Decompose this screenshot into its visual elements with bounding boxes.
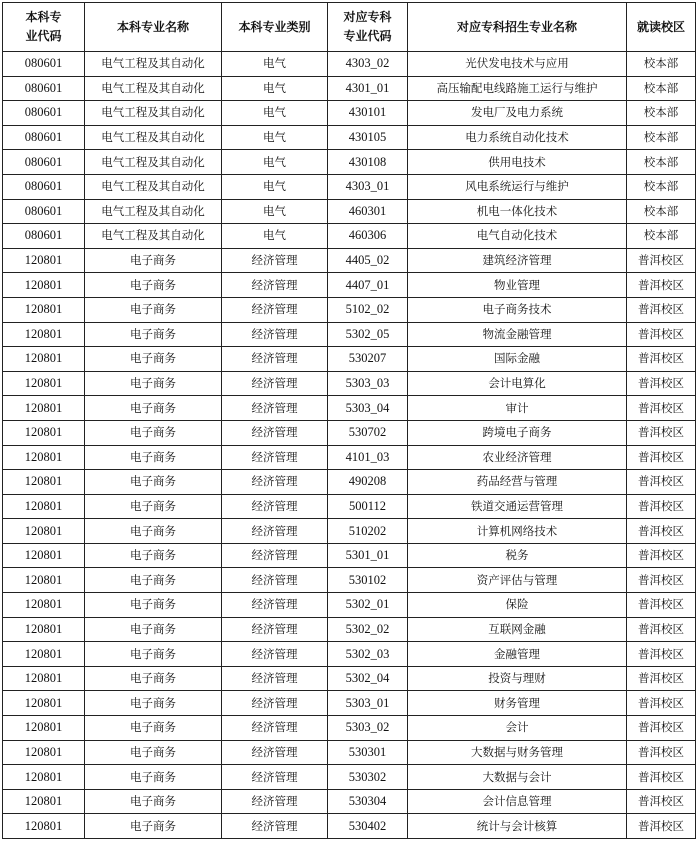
cell-undergrad-name: 电气工程及其自动化 (85, 199, 222, 224)
cell-campus: 普洱校区 (627, 593, 696, 618)
cell-undergrad-name: 电子商务 (85, 716, 222, 741)
cell-undergrad-name: 电子商务 (85, 691, 222, 716)
cell-college-name: 大数据与会计 (408, 765, 627, 790)
cell-undergrad-name: 电子商务 (85, 765, 222, 790)
cell-college-name: 发电厂及电力系统 (408, 101, 627, 126)
cell-college-name: 机电一体化技术 (408, 199, 627, 224)
table-row (3, 642, 696, 667)
cell-campus: 普洱校区 (627, 568, 696, 593)
cell-undergrad-name: 电气工程及其自动化 (85, 125, 222, 150)
cell-college-name: 高压输配电线路施工运行与维护 (408, 76, 627, 101)
cell-undergrad-code: 080601 (3, 174, 85, 199)
table-row (3, 494, 696, 519)
cell-college-code: 5303_02 (328, 716, 408, 741)
cell-college-name: 风电系统运行与维护 (408, 174, 627, 199)
cell-undergrad-category: 电气 (222, 150, 328, 175)
header-college-name: 对应专科招生专业名称 (408, 3, 627, 52)
cell-college-name: 供用电技术 (408, 150, 627, 175)
cell-campus: 普洱校区 (627, 765, 696, 790)
cell-undergrad-code: 120801 (3, 691, 85, 716)
table-row (3, 125, 696, 150)
cell-undergrad-category: 经济管理 (222, 814, 328, 839)
table-row (3, 470, 696, 495)
cell-undergrad-category: 经济管理 (222, 519, 328, 544)
cell-college-code: 5302_04 (328, 666, 408, 691)
cell-campus: 普洱校区 (627, 420, 696, 445)
cell-undergrad-code: 080601 (3, 125, 85, 150)
table-row (3, 297, 696, 322)
cell-undergrad-code: 120801 (3, 470, 85, 495)
cell-undergrad-code: 120801 (3, 273, 85, 298)
cell-college-name: 电力系统自动化技术 (408, 125, 627, 150)
cell-undergrad-category: 经济管理 (222, 593, 328, 618)
cell-college-name: 金融管理 (408, 642, 627, 667)
table-body (3, 52, 696, 839)
cell-college-name: 铁道交通运营管理 (408, 494, 627, 519)
table-row (3, 76, 696, 101)
cell-college-name: 大数据与财务管理 (408, 740, 627, 765)
table-row (3, 789, 696, 814)
cell-college-code: 4303_02 (328, 52, 408, 77)
cell-undergrad-category: 经济管理 (222, 666, 328, 691)
cell-campus: 普洱校区 (627, 371, 696, 396)
cell-undergrad-category: 经济管理 (222, 297, 328, 322)
cell-undergrad-category: 电气 (222, 224, 328, 249)
cell-college-name: 会计电算化 (408, 371, 627, 396)
cell-undergrad-code: 080601 (3, 52, 85, 77)
cell-college-name: 税务 (408, 543, 627, 568)
cell-college-code: 4407_01 (328, 273, 408, 298)
cell-campus: 校本部 (627, 174, 696, 199)
cell-undergrad-name: 电子商务 (85, 789, 222, 814)
table-row (3, 691, 696, 716)
cell-campus: 普洱校区 (627, 396, 696, 421)
cell-undergrad-code: 120801 (3, 716, 85, 741)
cell-undergrad-code: 120801 (3, 420, 85, 445)
cell-undergrad-name: 电子商务 (85, 322, 222, 347)
cell-college-name: 建筑经济管理 (408, 248, 627, 273)
cell-campus: 普洱校区 (627, 789, 696, 814)
cell-undergrad-name: 电子商务 (85, 396, 222, 421)
cell-undergrad-category: 电气 (222, 76, 328, 101)
cell-undergrad-code: 120801 (3, 494, 85, 519)
cell-undergrad-code: 120801 (3, 617, 85, 642)
cell-campus: 普洱校区 (627, 543, 696, 568)
cell-undergrad-name: 电气工程及其自动化 (85, 224, 222, 249)
table-row (3, 593, 696, 618)
header-college-code: 对应专科专业代码 (328, 3, 408, 52)
cell-college-code: 4101_03 (328, 445, 408, 470)
table-row (3, 174, 696, 199)
cell-undergrad-category: 经济管理 (222, 322, 328, 347)
header-undergrad-code: 本科专业代码 (3, 3, 85, 52)
cell-campus: 校本部 (627, 76, 696, 101)
cell-undergrad-name: 电子商务 (85, 543, 222, 568)
cell-college-code: 430101 (328, 101, 408, 126)
table-row (3, 420, 696, 445)
table-row (3, 199, 696, 224)
cell-undergrad-category: 电气 (222, 101, 328, 126)
cell-campus: 校本部 (627, 199, 696, 224)
cell-college-name: 跨境电子商务 (408, 420, 627, 445)
header-row (3, 3, 696, 52)
cell-campus: 普洱校区 (627, 814, 696, 839)
table-row (3, 52, 696, 77)
cell-college-code: 5303_03 (328, 371, 408, 396)
cell-college-name: 农业经济管理 (408, 445, 627, 470)
table-row (3, 716, 696, 741)
cell-college-code: 4301_01 (328, 76, 408, 101)
cell-campus: 普洱校区 (627, 519, 696, 544)
cell-campus: 普洱校区 (627, 248, 696, 273)
cell-college-name: 物流金融管理 (408, 322, 627, 347)
cell-college-code: 5102_02 (328, 297, 408, 322)
table-row (3, 519, 696, 544)
cell-college-code: 530402 (328, 814, 408, 839)
cell-college-name: 国际金融 (408, 347, 627, 372)
cell-undergrad-category: 经济管理 (222, 347, 328, 372)
cell-undergrad-code: 120801 (3, 789, 85, 814)
cell-undergrad-category: 经济管理 (222, 642, 328, 667)
table-row (3, 617, 696, 642)
table-row (3, 740, 696, 765)
cell-college-code: 430105 (328, 125, 408, 150)
table-row (3, 101, 696, 126)
cell-undergrad-name: 电气工程及其自动化 (85, 76, 222, 101)
cell-undergrad-category: 经济管理 (222, 371, 328, 396)
cell-college-code: 5303_01 (328, 691, 408, 716)
cell-undergrad-name: 电子商务 (85, 445, 222, 470)
cell-college-name: 药品经营与管理 (408, 470, 627, 495)
cell-college-name: 光伏发电技术与应用 (408, 52, 627, 77)
table-row (3, 445, 696, 470)
cell-campus: 普洱校区 (627, 666, 696, 691)
cell-college-code: 5301_01 (328, 543, 408, 568)
table-row (3, 248, 696, 273)
cell-undergrad-code: 120801 (3, 347, 85, 372)
cell-undergrad-code: 120801 (3, 568, 85, 593)
cell-undergrad-name: 电气工程及其自动化 (85, 150, 222, 175)
table-row (3, 371, 696, 396)
cell-campus: 校本部 (627, 150, 696, 175)
cell-college-code: 5303_04 (328, 396, 408, 421)
cell-undergrad-name: 电子商务 (85, 371, 222, 396)
cell-campus: 普洱校区 (627, 617, 696, 642)
table-row (3, 273, 696, 298)
cell-college-code: 5302_02 (328, 617, 408, 642)
cell-undergrad-category: 经济管理 (222, 765, 328, 790)
cell-undergrad-category: 经济管理 (222, 543, 328, 568)
cell-undergrad-category: 电气 (222, 174, 328, 199)
cell-undergrad-name: 电子商务 (85, 568, 222, 593)
header-undergrad-category: 本科专业类别 (222, 3, 328, 52)
cell-undergrad-name: 电子商务 (85, 420, 222, 445)
cell-campus: 校本部 (627, 125, 696, 150)
cell-college-code: 460301 (328, 199, 408, 224)
cell-college-name: 电子商务技术 (408, 297, 627, 322)
cell-campus: 普洱校区 (627, 691, 696, 716)
cell-undergrad-name: 电子商务 (85, 519, 222, 544)
cell-college-name: 电气自动化技术 (408, 224, 627, 249)
cell-undergrad-code: 120801 (3, 593, 85, 618)
cell-undergrad-code: 080601 (3, 224, 85, 249)
cell-undergrad-code: 120801 (3, 322, 85, 347)
cell-undergrad-code: 080601 (3, 76, 85, 101)
cell-undergrad-name: 电气工程及其自动化 (85, 101, 222, 126)
table-row (3, 347, 696, 372)
table-row (3, 666, 696, 691)
cell-undergrad-code: 120801 (3, 248, 85, 273)
cell-campus: 普洱校区 (627, 273, 696, 298)
cell-undergrad-code: 080601 (3, 150, 85, 175)
cell-college-name: 互联网金融 (408, 617, 627, 642)
cell-undergrad-code: 120801 (3, 765, 85, 790)
cell-college-code: 510202 (328, 519, 408, 544)
cell-campus: 普洱校区 (627, 470, 696, 495)
cell-undergrad-name: 电子商务 (85, 666, 222, 691)
cell-college-name: 财务管理 (408, 691, 627, 716)
cell-campus: 普洱校区 (627, 740, 696, 765)
table-row (3, 224, 696, 249)
cell-undergrad-category: 经济管理 (222, 445, 328, 470)
cell-college-code: 430108 (328, 150, 408, 175)
cell-campus: 校本部 (627, 52, 696, 77)
cell-undergrad-category: 经济管理 (222, 789, 328, 814)
cell-college-code: 4303_01 (328, 174, 408, 199)
cell-undergrad-code: 120801 (3, 666, 85, 691)
cell-college-name: 资产评估与管理 (408, 568, 627, 593)
cell-undergrad-code: 120801 (3, 642, 85, 667)
cell-campus: 普洱校区 (627, 445, 696, 470)
cell-undergrad-category: 经济管理 (222, 716, 328, 741)
cell-college-name: 会计 (408, 716, 627, 741)
cell-college-name: 投资与理财 (408, 666, 627, 691)
cell-undergrad-code: 080601 (3, 101, 85, 126)
table-header (3, 3, 696, 52)
cell-undergrad-name: 电子商务 (85, 642, 222, 667)
cell-undergrad-code: 120801 (3, 297, 85, 322)
cell-college-code: 490208 (328, 470, 408, 495)
table-row (3, 543, 696, 568)
cell-undergrad-code: 120801 (3, 371, 85, 396)
cell-campus: 普洱校区 (627, 297, 696, 322)
cell-undergrad-category: 经济管理 (222, 420, 328, 445)
cell-undergrad-name: 电子商务 (85, 297, 222, 322)
header-undergrad-name: 本科专业名称 (85, 3, 222, 52)
cell-campus: 校本部 (627, 224, 696, 249)
cell-undergrad-code: 120801 (3, 396, 85, 421)
cell-campus: 普洱校区 (627, 494, 696, 519)
cell-undergrad-category: 经济管理 (222, 470, 328, 495)
cell-college-code: 5302_05 (328, 322, 408, 347)
cell-undergrad-name: 电子商务 (85, 814, 222, 839)
cell-undergrad-category: 经济管理 (222, 617, 328, 642)
cell-campus: 普洱校区 (627, 347, 696, 372)
cell-undergrad-name: 电子商务 (85, 740, 222, 765)
cell-college-code: 530302 (328, 765, 408, 790)
cell-college-name: 会计信息管理 (408, 789, 627, 814)
cell-college-code: 4405_02 (328, 248, 408, 273)
cell-college-name: 计算机网络技术 (408, 519, 627, 544)
cell-undergrad-name: 电子商务 (85, 273, 222, 298)
table-row (3, 814, 696, 839)
header-campus: 就读校区 (627, 3, 696, 52)
cell-undergrad-code: 080601 (3, 199, 85, 224)
cell-campus: 普洱校区 (627, 716, 696, 741)
cell-college-name: 统计与会计核算 (408, 814, 627, 839)
cell-undergrad-name: 电子商务 (85, 617, 222, 642)
cell-undergrad-name: 电气工程及其自动化 (85, 174, 222, 199)
table-row (3, 322, 696, 347)
cell-college-code: 530102 (328, 568, 408, 593)
cell-college-code: 530301 (328, 740, 408, 765)
cell-undergrad-category: 经济管理 (222, 494, 328, 519)
cell-college-code: 530304 (328, 789, 408, 814)
cell-campus: 普洱校区 (627, 642, 696, 667)
cell-college-name: 保险 (408, 593, 627, 618)
cell-undergrad-name: 电子商务 (85, 494, 222, 519)
cell-undergrad-category: 经济管理 (222, 740, 328, 765)
cell-undergrad-category: 电气 (222, 125, 328, 150)
cell-college-name: 物业管理 (408, 273, 627, 298)
major-mapping-table (2, 2, 696, 839)
cell-undergrad-name: 电子商务 (85, 470, 222, 495)
cell-undergrad-category: 经济管理 (222, 568, 328, 593)
cell-undergrad-name: 电气工程及其自动化 (85, 52, 222, 77)
cell-campus: 校本部 (627, 101, 696, 126)
cell-campus: 普洱校区 (627, 322, 696, 347)
cell-college-code: 530702 (328, 420, 408, 445)
cell-undergrad-code: 120801 (3, 543, 85, 568)
cell-undergrad-name: 电子商务 (85, 347, 222, 372)
table-row (3, 765, 696, 790)
table-row (3, 396, 696, 421)
cell-college-code: 5302_01 (328, 593, 408, 618)
cell-undergrad-category: 经济管理 (222, 248, 328, 273)
cell-undergrad-name: 电子商务 (85, 593, 222, 618)
table-row (3, 150, 696, 175)
cell-undergrad-code: 120801 (3, 740, 85, 765)
cell-undergrad-category: 经济管理 (222, 691, 328, 716)
table-row (3, 568, 696, 593)
cell-college-code: 500112 (328, 494, 408, 519)
cell-college-code: 460306 (328, 224, 408, 249)
cell-undergrad-category: 电气 (222, 52, 328, 77)
cell-undergrad-code: 120801 (3, 445, 85, 470)
cell-undergrad-category: 经济管理 (222, 396, 328, 421)
cell-undergrad-category: 电气 (222, 199, 328, 224)
cell-undergrad-code: 120801 (3, 519, 85, 544)
cell-undergrad-name: 电子商务 (85, 248, 222, 273)
cell-undergrad-code: 120801 (3, 814, 85, 839)
cell-college-code: 530207 (328, 347, 408, 372)
cell-college-code: 5302_03 (328, 642, 408, 667)
cell-undergrad-category: 经济管理 (222, 273, 328, 298)
cell-college-name: 审计 (408, 396, 627, 421)
